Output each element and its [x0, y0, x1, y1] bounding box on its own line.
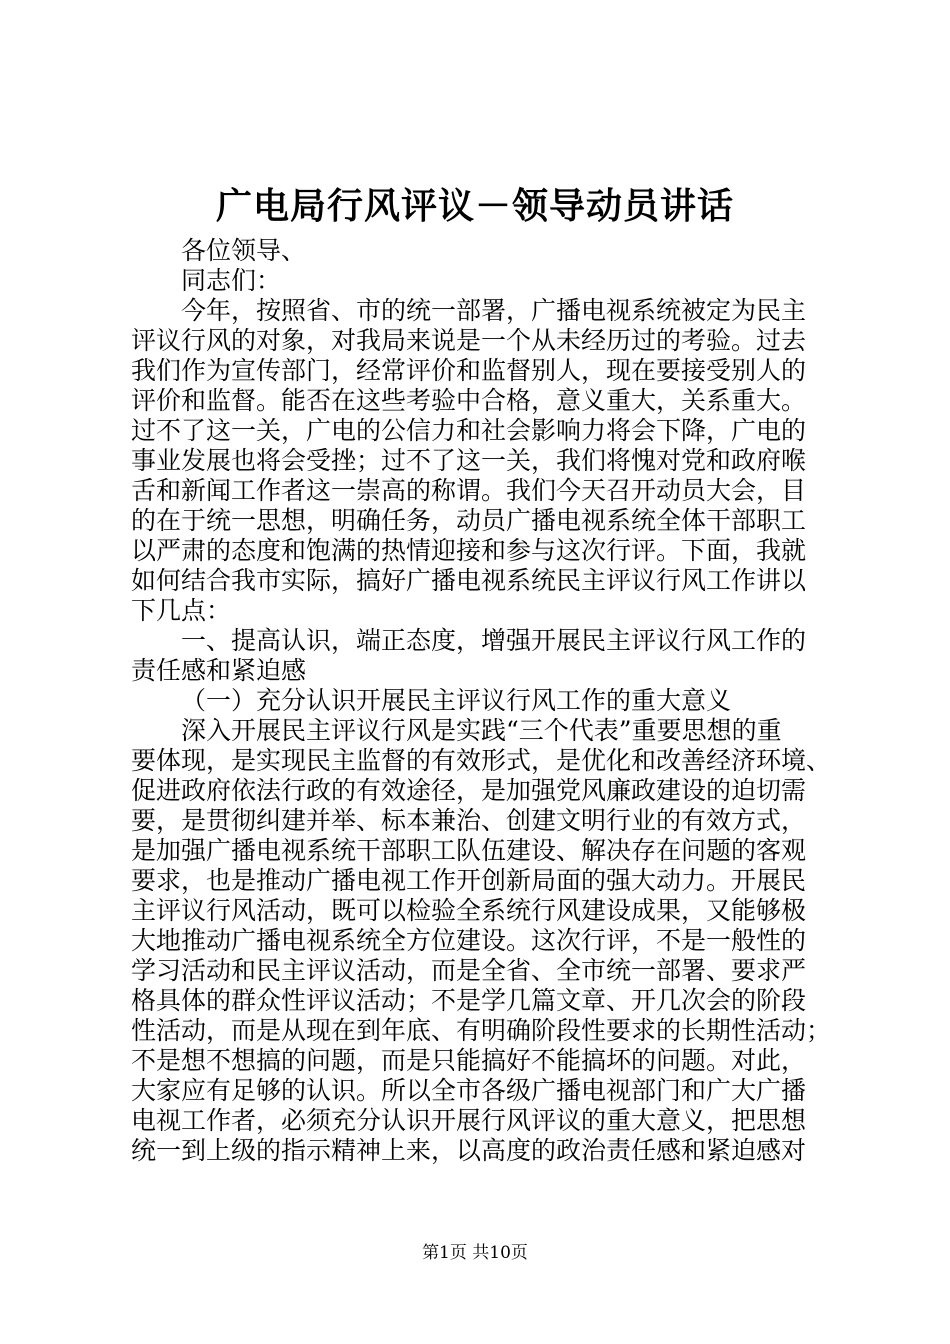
text-line: 学习活动和民主评议活动，而是全省、全市统一部署、要求严 — [131, 956, 807, 985]
text-line: 责任感和紧迫感 — [131, 656, 307, 685]
text-line: 性活动，而是从现在到年底、有明确阶段性要求的长期性活动； — [131, 1016, 831, 1045]
text-line: 我们作为宣传部门，经常评价和监督别人，现在要接受别人的 — [131, 356, 807, 385]
text-line: 要，是贯彻纠建并举、标本兼治、创建文明行业的有效方式， — [131, 806, 807, 835]
document-title: 广电局行风评议－领导动员讲话 — [215, 185, 734, 227]
text-line: 如何结合我市实际，搞好广播电视系统民主评议行风工作讲以 — [131, 566, 807, 595]
text-line: 统一到上级的指示精神上来，以高度的政治责任感和紧迫感对 — [131, 1136, 807, 1165]
text-line: 同志们： — [181, 266, 282, 295]
text-line: 舌和新闻工作者这一崇高的称谓。我们今天召开动员大会，目 — [131, 476, 807, 505]
text-line: 以严肃的态度和饱满的热情迎接和参与这次行评。下面，我就 — [131, 536, 807, 565]
text-line: 各位领导、 — [181, 236, 307, 265]
text-line: 主评议行风活动，既可以检验全系统行风建设成果，又能够极 — [131, 896, 807, 925]
text-line: 事业发展也将会受挫；过不了这一关，我们将愧对党和政府喉 — [131, 446, 807, 475]
text-line: 一、提高认识，端正态度，增强开展民主评议行风工作的 — [181, 626, 807, 655]
text-line: 今年，按照省、市的统一部署，广播电视系统被定为民主 — [181, 296, 807, 325]
text-line: 是加强广播电视系统干部职工队伍建设、解决存在问题的客观 — [131, 836, 807, 865]
text-line: 要求，也是推动广播电视工作开创新局面的强大动力。开展民 — [131, 866, 807, 895]
text-line: 不是想不想搞的问题，而是只能搞好不能搞坏的问题。对此， — [131, 1046, 807, 1075]
text-line: （一）充分认识开展民主评议行风工作的重大意义 — [181, 686, 732, 715]
text-line: 的在于统一思想，明确任务，动员广播电视系统全体干部职工 — [131, 506, 807, 535]
text-line: 促进政府依法行政的有效途径，是加强党风廉政建设的迫切需 — [131, 776, 807, 805]
document-body — [131, 236, 831, 1166]
page-footer: 第1页 共10页 — [422, 1243, 528, 1263]
text-line: 大家应有足够的认识。所以全市各级广播电视部门和广大广播 — [131, 1076, 807, 1105]
text-line: 评议行风的对象，对我局来说是一个从未经历过的考验。过去 — [131, 326, 807, 355]
text-line: 下几点： — [131, 596, 232, 625]
text-line: 评价和监督。能否在这些考验中合格，意义重大，关系重大。 — [131, 386, 807, 415]
text-line: 大地推动广播电视系统全方位建设。这次行评，不是一般性的 — [131, 926, 807, 955]
text-line: 深入开展民主评议行风是实践“三个代表”重要思想的重 — [181, 716, 782, 745]
text-line: 电视工作者，必须充分认识开展行风评议的重大意义，把思想 — [131, 1106, 807, 1135]
text-line: 过不了这一关，广电的公信力和社会影响力将会下降，广电的 — [131, 416, 807, 445]
text-line: 格具体的群众性评议活动；不是学几篇文章、开几次会的阶段 — [131, 986, 807, 1015]
text-line: 要体现，是实现民主监督的有效形式，是优化和改善经济环境、 — [131, 746, 831, 775]
